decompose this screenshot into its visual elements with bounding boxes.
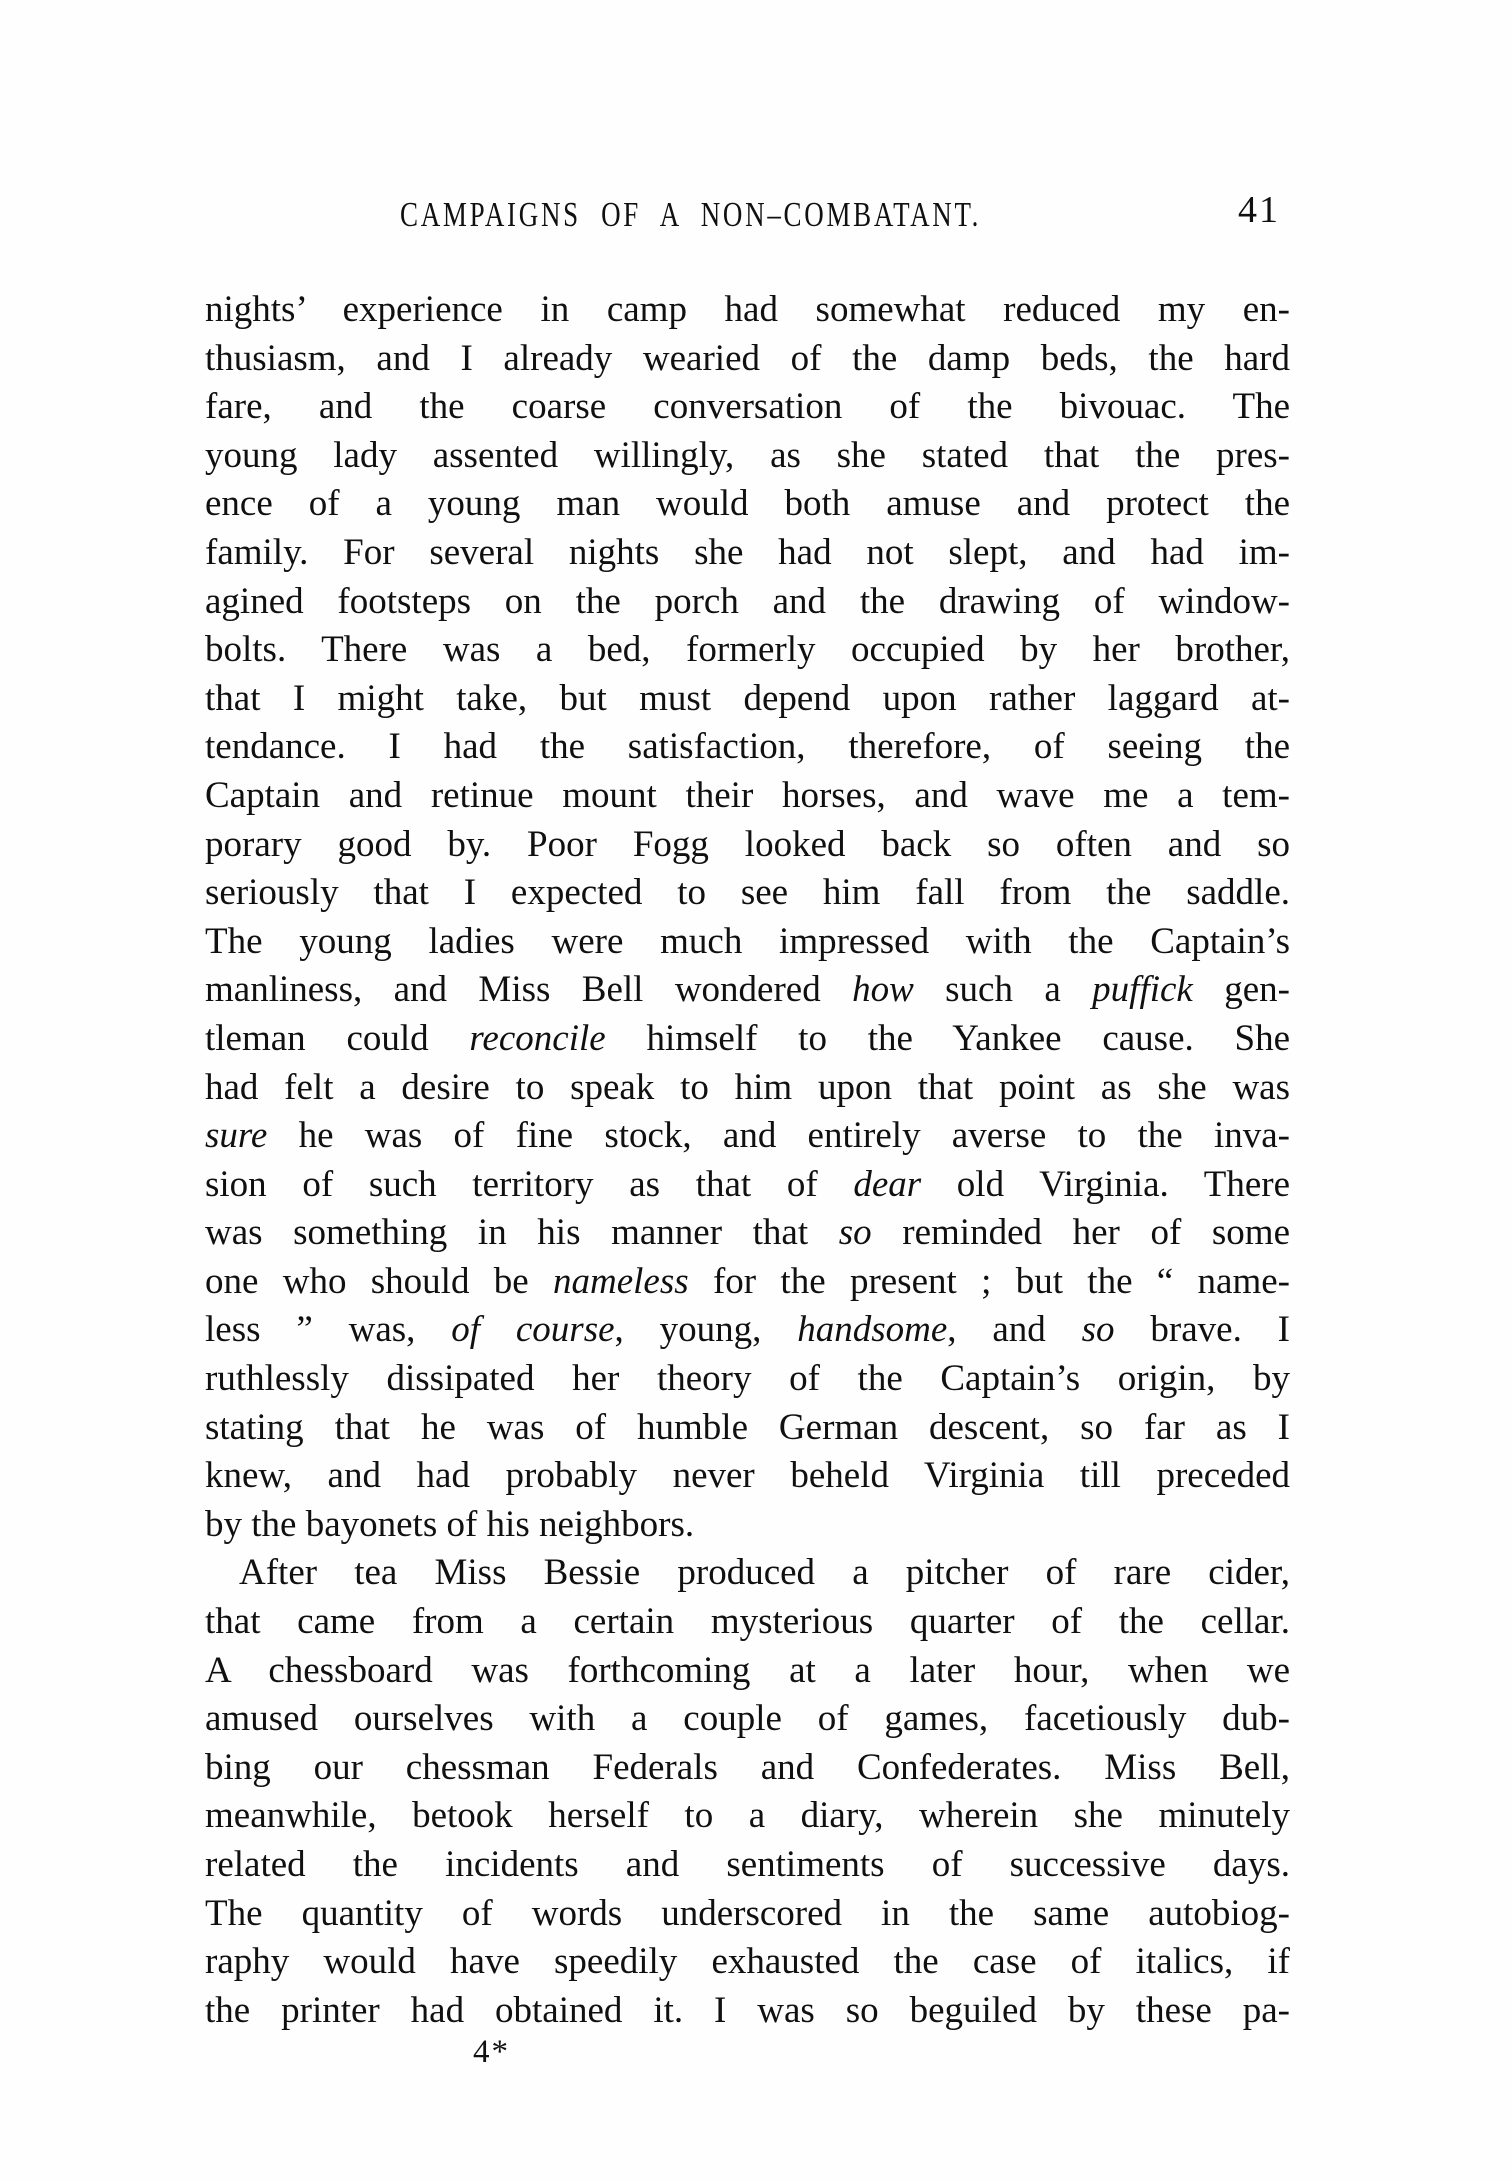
text-line: fare, and the coarse conversation of the bivouac. The bbox=[205, 386, 1290, 428]
text-line: A chessboard was forthcoming at a later hour, when we bbox=[205, 1649, 1290, 1691]
text-line: Captain and retinue mount their horses, and wave me a tem- bbox=[205, 774, 1290, 816]
text-line: stating that he was of humble German descent, so far as I bbox=[205, 1406, 1290, 1448]
text-line: manliness, and Miss Bell wondered how such a puffick gen- bbox=[205, 969, 1290, 1011]
body-text bbox=[205, 286, 1290, 2035]
printer-signature-mark: 4* bbox=[473, 2034, 510, 2070]
text-line: knew, and had probably never beheld Virginia till preceded bbox=[205, 1455, 1290, 1497]
text-line: by the bayonets of his neighbors. bbox=[205, 1503, 695, 1545]
text-line: one who should be nameless for the present ; but the “ name- bbox=[205, 1260, 1290, 1302]
text-line: family. For several nights she had not slept, and had im- bbox=[205, 531, 1290, 573]
text-line: porary good by. Poor Fogg looked back so often and so bbox=[205, 823, 1290, 865]
text-line: sure he was of fine stock, and entirely averse to the inva- bbox=[205, 1115, 1290, 1157]
running-header-title: CAMPAIGNS OF A NON–COMBATANT. bbox=[400, 196, 982, 234]
text-line: ence of a young man would both amuse and protect the bbox=[205, 483, 1290, 525]
page-number: 41 bbox=[1238, 189, 1280, 231]
text-line: amused ourselves with a couple of games, facetiously dub- bbox=[205, 1698, 1290, 1740]
text-line: sion of such territory as that of dear old Virginia. There bbox=[205, 1163, 1291, 1205]
text-line: seriously that I expected to see him fall from the saddle. bbox=[205, 872, 1290, 914]
text-line: tleman could reconcile himself to the Yankee cause. She bbox=[205, 1017, 1291, 1059]
text-line: meanwhile, betook herself to a diary, wherein she minutely bbox=[205, 1795, 1290, 1837]
text-line: was something in his manner that so reminded her of some bbox=[205, 1212, 1290, 1254]
text-line: thusiasm, and I already wearied of the damp beds, the hard bbox=[205, 337, 1290, 379]
text-line: agined footsteps on the porch and the drawing of window- bbox=[205, 580, 1290, 622]
text-line: raphy would have speedily exhausted the case of italics, if bbox=[205, 1941, 1290, 1983]
text-line: that I might take, but must depend upon rather laggard at- bbox=[205, 677, 1290, 719]
text-line: After tea Miss Bessie produced a pitcher of rare cider, bbox=[239, 1552, 1290, 1594]
text-line: less ” was, of course, young, handsome, and so brave. I bbox=[205, 1309, 1290, 1351]
text-line: young lady assented willingly, as she stated that the pres- bbox=[205, 434, 1290, 476]
text-line: the printer had obtained it. I was so beguiled by these pa- bbox=[205, 1989, 1290, 2031]
text-line: tendance. I had the satisfaction, therefore, of seeing the bbox=[205, 726, 1290, 768]
text-line: The young ladies were much impressed with the Captain’s bbox=[205, 920, 1290, 962]
text-line: that came from a certain mysterious quarter of the cellar. bbox=[205, 1601, 1290, 1643]
text-line: The quantity of words underscored in the same autobiog- bbox=[205, 1892, 1290, 1934]
text-line: nights’ experience in camp had somewhat reduced my en- bbox=[205, 289, 1290, 330]
text-line: had felt a desire to speak to him upon that point as she was bbox=[205, 1066, 1290, 1108]
text-line: bing our chessman Federals and Confederates. Miss Bell, bbox=[205, 1746, 1290, 1788]
text-line: ruthlessly dissipated her theory of the Captain’s origin, by bbox=[205, 1358, 1290, 1400]
text-line: related the incidents and sentiments of successive days. bbox=[205, 1844, 1290, 1885]
text-line: bolts. There was a bed, formerly occupied by her brother, bbox=[205, 629, 1290, 671]
